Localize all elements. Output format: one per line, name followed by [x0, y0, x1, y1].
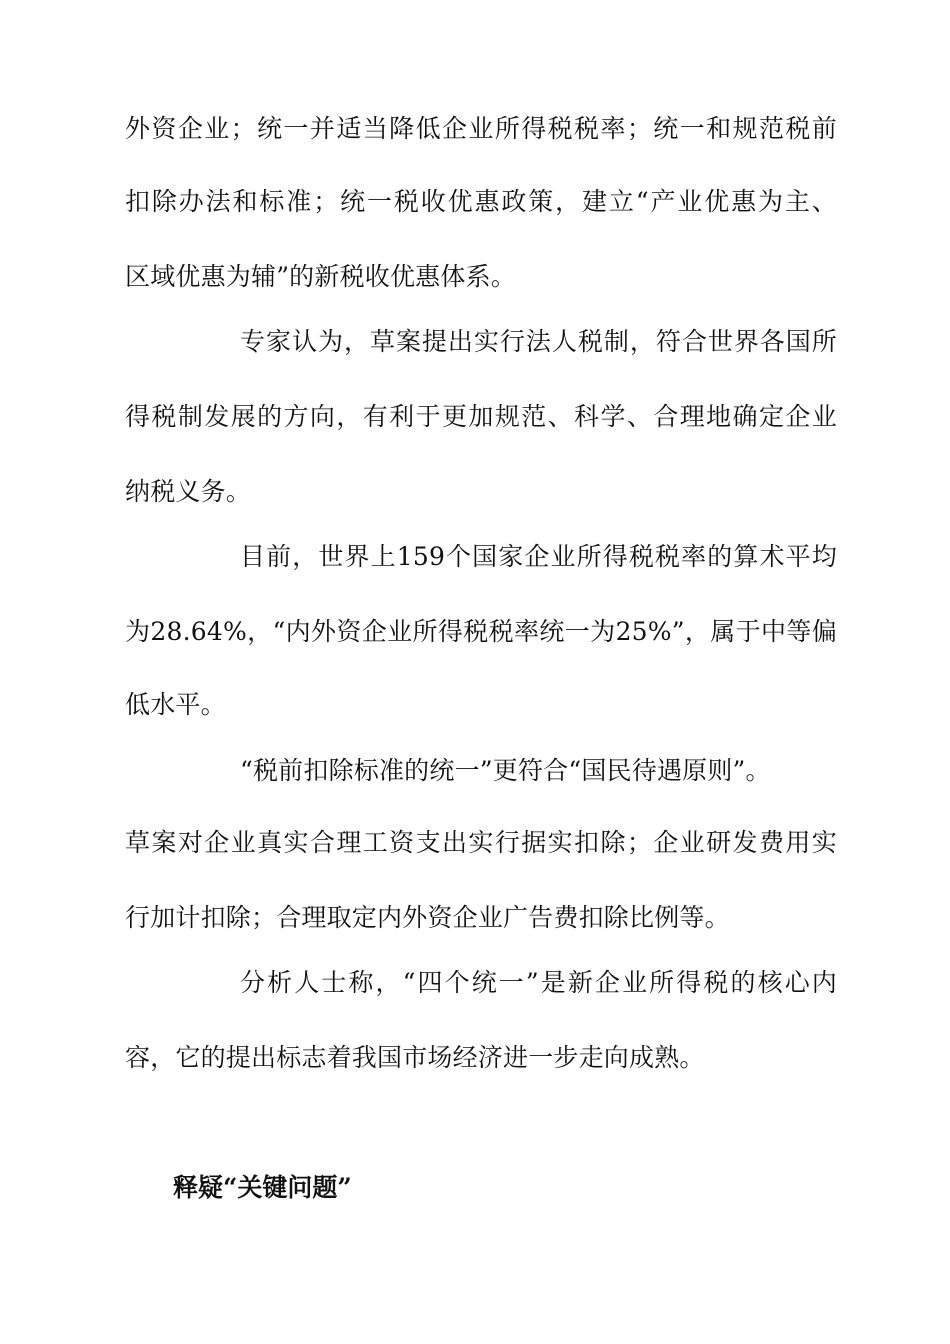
paragraph-line-9: 低水平。 [125, 690, 226, 719]
paragraph-line-7: 目前，世界上159个国家企业所得税税率的算术平均 [240, 542, 837, 571]
paragraph-line-8: 为28.64%，“内外资企业所得税税率统一为25%”，属于中等偏 [125, 617, 837, 646]
paragraph-line-12: 行加计扣除；合理取定内外资企业广告费扣除比例等。 [125, 903, 730, 932]
section-heading: 释疑“关键问题” [173, 1173, 352, 1202]
paragraph-line-4: 专家认为，草案提出实行法人税制，符合世界各国所 [240, 327, 837, 356]
paragraph-line-5: 得税制发展的方向，有利于更加规范、科学、合理地确定企业 [125, 402, 837, 431]
paragraph-line-3: 区域优惠为辅”的新税收优惠体系。 [125, 262, 516, 291]
paragraph-line-11: 草案对企业真实合理工资支出实行据实扣除；企业研发费用实 [125, 828, 837, 857]
paragraph-line-2: 扣除办法和标准；统一税收优惠政策，建立“产业优惠为主、 [125, 187, 837, 216]
paragraph-line-10: “税前扣除标准的统一”更符合“国民待遇原则”。 [240, 756, 771, 785]
paragraph-line-6: 纳税义务。 [125, 477, 252, 506]
paragraph-line-14: 容，它的提出标志着我国市场经济进一步走向成熟。 [125, 1043, 705, 1072]
paragraph-line-13: 分析人士称，“四个统一”是新企业所得税的核心内 [240, 968, 837, 997]
paragraph-line-1: 外资企业；统一并适当降低企业所得税税率；统一和规范税前 [125, 114, 837, 143]
